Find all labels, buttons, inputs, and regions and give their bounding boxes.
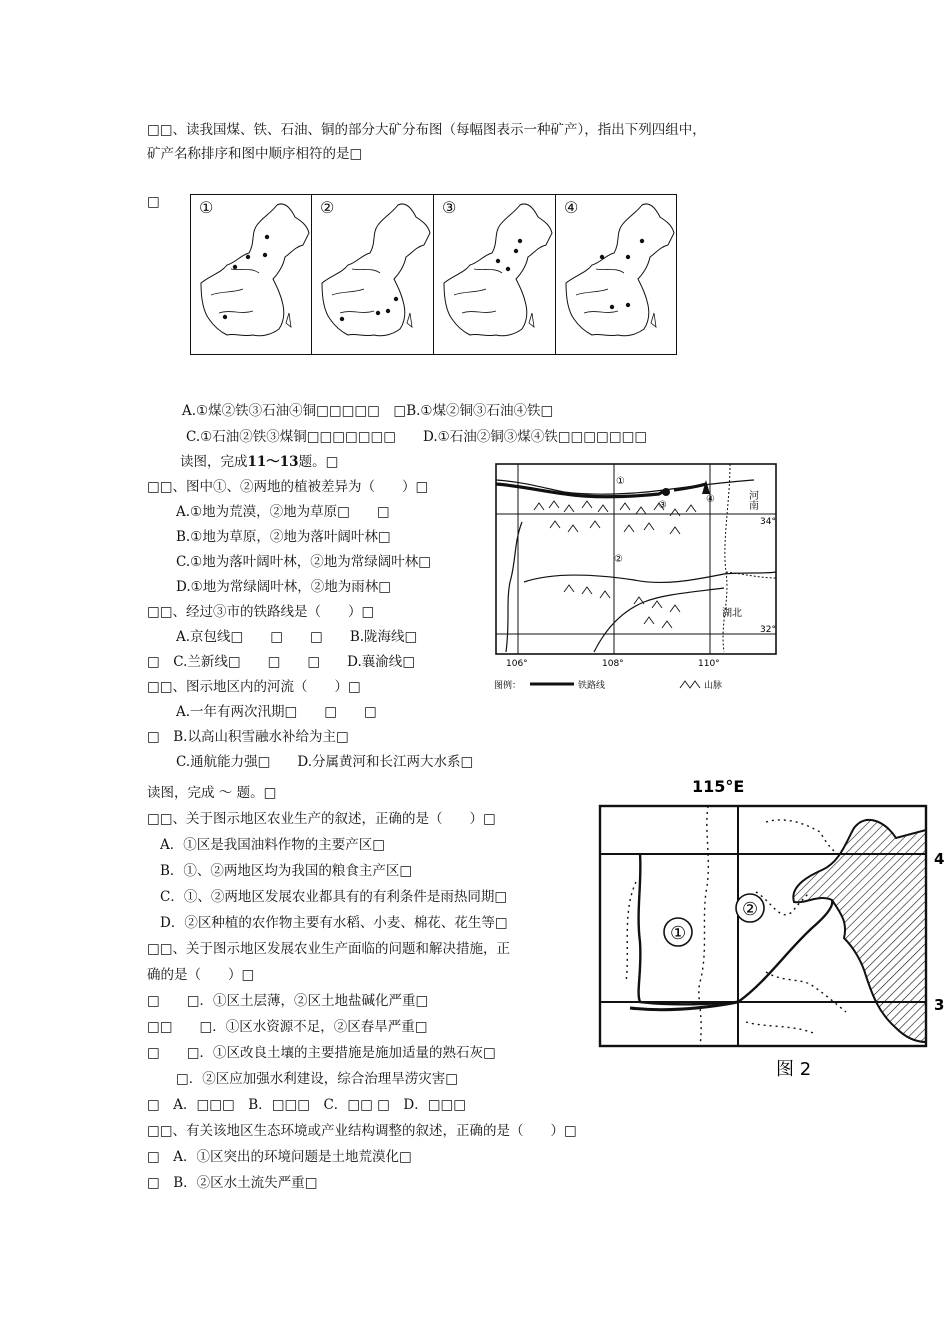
map1-point-2: ② bbox=[614, 554, 623, 565]
map1-lon-110: 110° bbox=[698, 659, 720, 669]
map1-province-hubei: 湖北 bbox=[722, 608, 742, 619]
china-outline-1 bbox=[191, 195, 311, 353]
map1-point-3: ③ bbox=[658, 500, 667, 511]
china-outline-2 bbox=[312, 195, 432, 353]
q13-option-a: A.一年有两次汛期□ □ □ bbox=[176, 704, 377, 720]
map2-region-1: ① bbox=[670, 923, 687, 944]
q10-stem-line1: □□、读我国煤、铁、石油、铜的部分大矿分布图（每幅图表示一种矿产），指出下列四组中， bbox=[147, 122, 706, 138]
mineral-map-1 bbox=[190, 194, 312, 355]
map1-province-henan: 河南 bbox=[746, 490, 758, 510]
q14-option-b: B．①、②两地区均为我国的粮食主产区□ bbox=[160, 863, 413, 879]
q16-stem: □□、有关该地区生态环境或产业结构调整的叙述，正确的是（ ）□ bbox=[147, 1123, 577, 1139]
q14-option-d: D．②区种植的农作物主要有水稻、小麦、棉花、花生等□ bbox=[160, 915, 508, 931]
q12-options-row2: □ C.兰新线□ □ □ D.襄渝线□ bbox=[147, 654, 416, 670]
map1-lat-32: 32° bbox=[760, 625, 776, 635]
q10-options-row1: A.①煤②铁③石油④铜□□□□□ □B.①煤②铜③石油④铁□ bbox=[182, 403, 554, 419]
q12-stem: □□、经过③市的铁路线是（ ）□ bbox=[147, 604, 375, 620]
map2-right-label-1: 4 bbox=[934, 850, 945, 868]
qinling-region-map bbox=[494, 462, 784, 702]
q14-option-c: C．①、②两地区发展农业都具有的有利条件是雨热同期□ bbox=[160, 889, 508, 905]
q13-option-b: □ B.以高山积雪融水补给为主□ bbox=[147, 729, 349, 745]
q11-option-b: B.①地为草原，②地为落叶阔叶林□ bbox=[176, 529, 391, 545]
map-label-4: ④ bbox=[564, 198, 579, 217]
map2-right-label-2: 3 bbox=[934, 996, 945, 1014]
map1-point-1: ① bbox=[616, 476, 625, 487]
q11-option-c: C.①地为落叶阔叶林，②地为常绿阔叶林□ bbox=[176, 554, 432, 570]
placeholder-glyph: □ bbox=[147, 194, 160, 210]
q15-statement-3: □ □．①区改良土壤的主要措施是施加适量的熟石灰□ bbox=[147, 1045, 496, 1061]
q13-options-row-cd: C.通航能力强□ D.分属黄河和长江两大水系□ bbox=[176, 754, 474, 770]
map-label-3: ③ bbox=[442, 198, 457, 217]
map1-lon-108: 108° bbox=[602, 659, 624, 669]
q15-options: □ A．□□□ B．□□□ C．□□ □ D．□□□ bbox=[147, 1097, 466, 1113]
map1-legend-rail: 铁路线 bbox=[578, 681, 606, 691]
q14-option-a: A．①区是我国油料作物的主要产区□ bbox=[160, 837, 386, 853]
group1-intro: 读图，完成11～13题。□ bbox=[180, 454, 339, 470]
q15-statement-1: □ □．①区土层薄，②区土地盐碱化严重□ bbox=[147, 993, 429, 1009]
q16-option-b: □ B．②区水土流失严重□ bbox=[147, 1175, 318, 1191]
map2-region-2: ② bbox=[742, 899, 759, 920]
q11-stem: □□、图中①、②两地的植被差异为（ ）□ bbox=[147, 479, 429, 495]
mineral-map-3 bbox=[433, 194, 556, 355]
q11-option-a: A.①地为荒漠，②地为草原□ □ bbox=[176, 504, 390, 520]
china-outline-3 bbox=[434, 195, 554, 353]
q15-stem-line2: 确的是（ ）□ bbox=[147, 967, 255, 983]
map1-lon-106: 106° bbox=[506, 659, 528, 669]
q15-stem-line1: □□、关于图示地区发展农业生产面临的问题和解决措施，正 bbox=[147, 941, 511, 957]
map1-legend-title: 图例： bbox=[494, 681, 522, 691]
q13-stem: □□、图示地区内的河流（ ）□ bbox=[147, 679, 361, 695]
china-outline-4 bbox=[556, 195, 676, 353]
mountain-icon bbox=[680, 681, 700, 688]
map2-caption: 图 2 bbox=[776, 1059, 812, 1080]
mineral-map-4 bbox=[555, 194, 677, 355]
q10-options-row2: C.①石油②铁③煤铜□□□□□□□ D.①石油②铜③煤④铁□□□□□□□ bbox=[186, 429, 648, 445]
map1-lat-34: 34° bbox=[760, 517, 776, 527]
north-china-map bbox=[596, 772, 950, 1092]
map-label-1: ① bbox=[199, 198, 214, 217]
map1-point-4: ④ bbox=[706, 494, 715, 505]
map1-legend-mountain: 山脉 bbox=[704, 681, 723, 691]
q10-stem-line2: 矿产名称排序和图中顺序相符的是□ bbox=[147, 146, 363, 162]
q12-options-row1: A.京包线□ □ □ B.陇海线□ bbox=[176, 629, 418, 645]
q15-statement-2: □□ □．①区水资源不足，②区春旱严重□ bbox=[147, 1019, 428, 1035]
q14-stem: □□、关于图示地区农业生产的叙述，正确的是（ ）□ bbox=[147, 811, 496, 827]
map2-top-lon-label: 115°E bbox=[692, 777, 745, 796]
group2-intro: 读图，完成 ～ 题。□ bbox=[147, 785, 277, 801]
q16-option-a: □ A．①区突出的环境问题是土地荒漠化□ bbox=[147, 1149, 412, 1165]
map-label-2: ② bbox=[320, 198, 335, 217]
q10-number: □□ bbox=[147, 122, 173, 138]
mineral-map-2 bbox=[311, 194, 434, 355]
q11-option-d: D.①地为常绿阔叶林，②地为雨林□ bbox=[176, 579, 392, 595]
q15-statement-4: □．②区应加强水利建设，综合治理旱涝灾害□ bbox=[176, 1071, 459, 1087]
